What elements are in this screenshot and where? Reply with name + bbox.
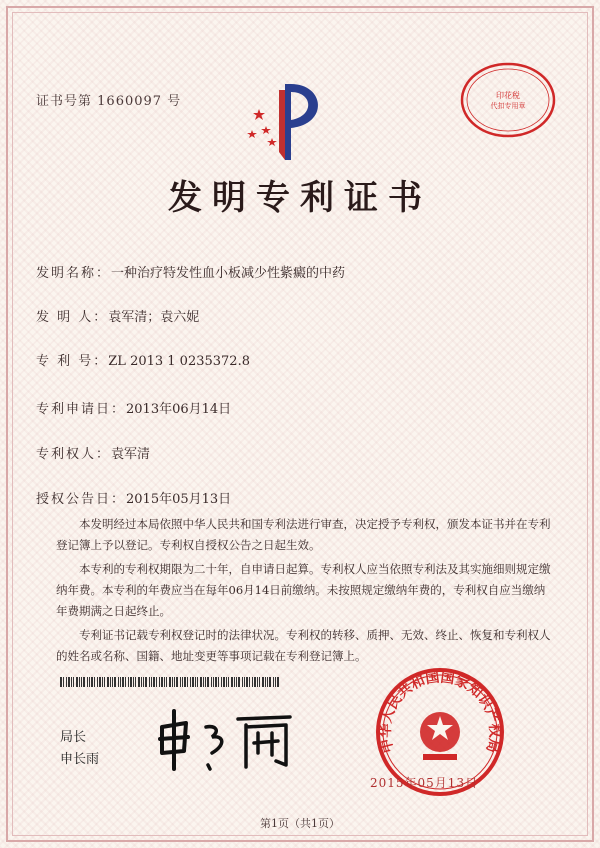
- barcode-bar: [203, 677, 204, 687]
- barcode-bar: [138, 677, 140, 687]
- barcode-bar: [262, 677, 264, 687]
- certificate-title: 发明专利证书: [168, 178, 432, 218]
- barcode-bar: [174, 677, 175, 687]
- barcode-bar: [269, 677, 271, 687]
- barcode-bar: [118, 677, 119, 687]
- barcode-bar: [273, 677, 274, 687]
- barcode-bar: [99, 677, 101, 687]
- invention-name-row: [36, 262, 345, 281]
- barcode-bar: [223, 677, 225, 687]
- certificate-number-value: 1660097: [97, 94, 163, 109]
- barcode-bar: [83, 677, 85, 687]
- barcode-bar: [71, 677, 72, 687]
- seal-date: 2015年05月13日: [370, 776, 479, 790]
- handwritten-signature: [150, 705, 300, 775]
- barcode-bar: [120, 677, 121, 687]
- barcode-bar: [97, 677, 98, 687]
- barcode-bar: [145, 677, 147, 687]
- invention-name-label: 发明名称：: [36, 266, 112, 281]
- barcode-bar: [166, 677, 167, 687]
- tax-seal-icon: [458, 60, 558, 140]
- patentee-value: 袁军清: [111, 447, 151, 462]
- barcode-bar: [135, 677, 136, 687]
- barcode: [60, 677, 280, 687]
- sipo-logo-icon: [245, 76, 330, 164]
- barcode-bar: [128, 677, 129, 687]
- body-paragraph-2: 本专利的专利权期限为二十年，自申请日起算。专利权人应当依照专利法及其实施细则规定缴纳年费。本专利的年费应当在每年06月14日前缴纳。未按照规定缴纳年费的，专利权自应当缴纳年费期满之日起终止。: [56, 562, 551, 618]
- barcode-bar: [63, 677, 64, 687]
- barcode-bar: [195, 677, 196, 687]
- barcode-bar: [161, 677, 163, 687]
- barcode-bar: [153, 677, 155, 687]
- svg-text:代扣专用章: 代扣专用章: [490, 102, 526, 110]
- barcode-bar: [66, 677, 67, 687]
- barcode-bar: [76, 677, 78, 687]
- barcode-bar: [87, 677, 88, 687]
- certificate-number: [36, 90, 181, 109]
- certificate-body: [56, 514, 556, 670]
- barcode-bar: [172, 677, 173, 687]
- patent-number-label: 专 利 号：: [36, 354, 109, 369]
- inventor-label: 发 明 人：: [36, 310, 109, 325]
- barcode-bar: [226, 677, 227, 687]
- filing-date-label: 专利申请日：: [36, 402, 127, 417]
- barcode-bar: [242, 677, 243, 687]
- barcode-bar: [249, 677, 250, 687]
- grant-date-value: 2015年05月13日: [126, 492, 232, 507]
- barcode-bar: [234, 677, 235, 687]
- barcode-bar: [91, 677, 93, 687]
- barcode-bar: [190, 677, 191, 687]
- barcode-bar: [122, 677, 124, 687]
- barcode-bar: [187, 677, 188, 687]
- grant-date-row: [36, 488, 231, 507]
- barcode-bar: [192, 677, 194, 687]
- barcode-bar: [211, 677, 212, 687]
- barcode-bar: [207, 677, 209, 687]
- signatory-title: 局长: [60, 730, 87, 745]
- barcode-bar: [73, 677, 74, 687]
- inventor-value: 袁军清；袁六妮: [108, 310, 200, 325]
- svg-text:印花税: 印花税: [496, 91, 520, 100]
- barcode-bar: [81, 677, 82, 687]
- barcode-bar: [133, 677, 134, 687]
- barcode-bar: [267, 677, 268, 687]
- barcode-bar: [110, 677, 111, 687]
- barcode-bar: [125, 677, 126, 687]
- barcode-bar: [218, 677, 219, 687]
- barcode-bar: [228, 677, 229, 687]
- body-paragraph-3: 专利证书记载专利权登记时的法律状况。专利权的转移、质押、无效、终止、恢复和专利权人的姓名或名称、国籍、地址变更等事项记载在专利登记簿上。: [56, 628, 551, 663]
- barcode-bar: [94, 677, 95, 687]
- barcode-bar: [114, 677, 116, 687]
- patentee-label: 专利权人：: [36, 447, 112, 462]
- barcode-bar: [151, 677, 152, 687]
- barcode-bar: [213, 677, 214, 687]
- page-number: 第1页（共1页）: [260, 817, 340, 830]
- barcode-bar: [141, 677, 142, 687]
- barcode-bar: [231, 677, 233, 687]
- barcode-bar: [169, 677, 171, 687]
- barcode-bar: [60, 677, 62, 687]
- patent-number-row: [36, 350, 250, 369]
- barcode-bar: [130, 677, 132, 687]
- barcode-bar: [79, 677, 80, 687]
- grant-date-label: 授权公告日：: [36, 492, 127, 507]
- barcode-bar: [143, 677, 144, 687]
- barcode-bar: [184, 677, 186, 687]
- barcode-bar: [215, 677, 217, 687]
- patent-number-value: ZL 2013 1 0235372.8: [108, 354, 250, 369]
- barcode-bar: [252, 677, 253, 687]
- barcode-bar: [149, 677, 150, 687]
- filing-date-row: [36, 398, 231, 417]
- barcode-bar: [112, 677, 113, 687]
- barcode-bar: [176, 677, 178, 687]
- invention-name-value: 一种治疗特发性血小板减少性紫癜的中药: [111, 266, 346, 281]
- barcode-bar: [164, 677, 165, 687]
- body-paragraph-1: 本发明经过本局依照中华人民共和国专利法进行审查，决定授予专利权，颁发本证书并在专利登记簿上予以登记。专利权自授权公告之日起生效。: [56, 517, 551, 552]
- certificate-number-label: 证书号第: [36, 94, 93, 109]
- barcode-bar: [104, 677, 105, 687]
- inventor-row: [36, 306, 199, 325]
- barcode-bar: [197, 677, 198, 687]
- signatory-name: 申长雨: [60, 752, 100, 767]
- barcode-bar: [254, 677, 256, 687]
- barcode-bar: [246, 677, 248, 687]
- filing-date-value: 2013年06月14日: [126, 402, 232, 417]
- barcode-bar: [221, 677, 222, 687]
- barcode-bar: [277, 677, 279, 687]
- barcode-bar: [102, 677, 103, 687]
- patentee-row: [36, 443, 150, 462]
- barcode-bar: [244, 677, 245, 687]
- barcode-bar: [156, 677, 157, 687]
- barcode-bar: [205, 677, 206, 687]
- barcode-bar: [259, 677, 260, 687]
- barcode-bar: [107, 677, 109, 687]
- barcode-bar: [200, 677, 202, 687]
- barcode-bar: [236, 677, 237, 687]
- svg-text:中华人民共和国国家知识产权局: 中华人民共和国国家知识产权局: [377, 669, 503, 755]
- barcode-bar: [89, 677, 90, 687]
- barcode-bar: [265, 677, 266, 687]
- barcode-bar: [68, 677, 70, 687]
- barcode-bar: [180, 677, 181, 687]
- barcode-bar: [275, 677, 276, 687]
- barcode-bar: [182, 677, 183, 687]
- barcode-bar: [238, 677, 240, 687]
- barcode-bar: [257, 677, 258, 687]
- barcode-bar: [159, 677, 160, 687]
- certificate-number-suffix: 号: [167, 94, 182, 109]
